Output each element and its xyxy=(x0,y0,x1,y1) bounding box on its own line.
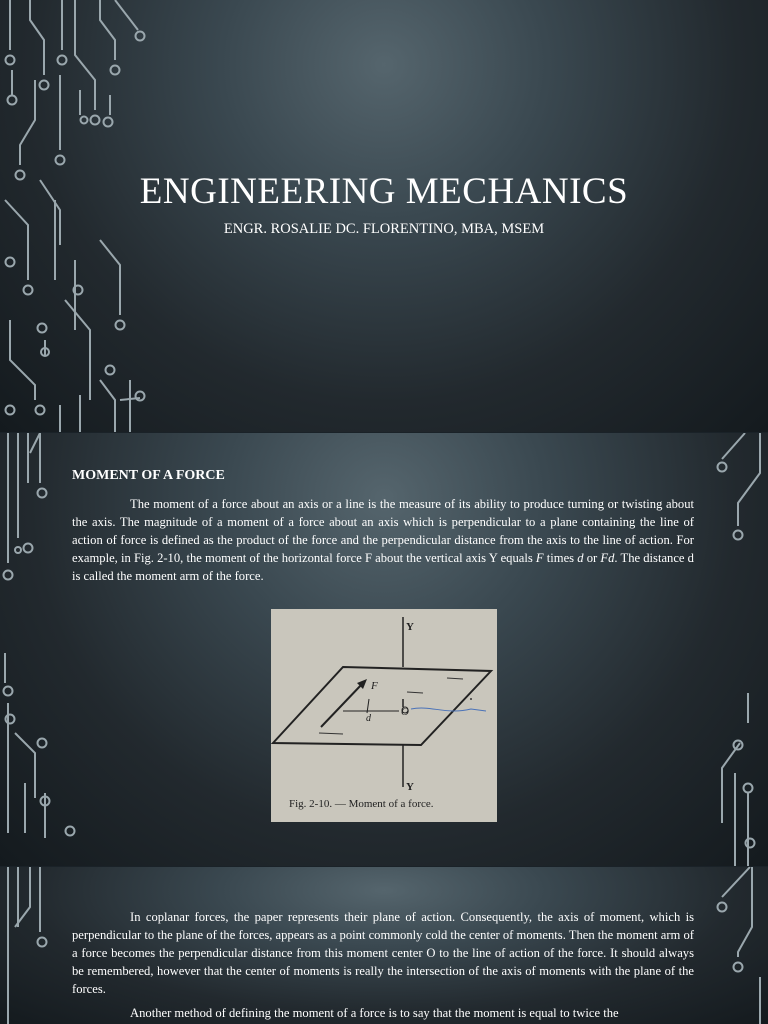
force-label: F xyxy=(371,680,378,692)
moment-of-force-slide xyxy=(0,433,768,866)
paragraph-text-end: . The distance d is called the moment arm of the force. xyxy=(72,551,694,583)
distance-label: d xyxy=(366,713,371,724)
axis-label-top: Y xyxy=(406,621,414,633)
slide-subtitle: ENGR. ROSALIE DC. FLORENTINO, MBA, MSEM xyxy=(223,221,545,237)
circuit-decoration-left xyxy=(0,0,768,432)
body-paragraph-1: In coplanar forces, the paper represents their plane of action. Consequently, the axis of moment, which is perpendicular to the plane of the forces, appears as a point commonly cold the center of moments. Then the moment arm of a force becomes the perpendicular distance from this moment center O to the line of action of the force. It should always be remembered, however that the center of moments is really the intersection of the axis of moments with the plane of the forces. xyxy=(72,910,694,996)
force-symbol: F xyxy=(535,551,544,565)
body-paragraph xyxy=(72,495,694,585)
moment-diagram xyxy=(271,609,497,822)
distance-symbol: d xyxy=(577,551,584,565)
text-times: times xyxy=(543,551,578,565)
center-label: O xyxy=(401,706,409,718)
body-paragraph-2: Another method of defining the moment of a force is to say that the moment is equal to twice the xyxy=(130,1006,619,1020)
figure-caption: Fig. 2-10. — Moment of a force. xyxy=(289,798,434,810)
paragraph-text-start: The moment of a force about an axis or a line is the measure of its ability to produce turning or twisting about the axis. The magnitude of a moment of a force about an axis which is perpendicular to a plane containing the line of action of force is defined as the product of the force and the perpendicular distance from the axis to the line of action. For example, in Fig. 2-10, the moment of the horizontal force F about the vertical axis Y equals xyxy=(72,497,694,565)
text-or: or xyxy=(583,551,601,565)
moment-symbol: Fd xyxy=(600,551,615,565)
moment-diagram-figure xyxy=(271,609,497,822)
axis-label-bottom: Y xyxy=(406,781,414,793)
slide-title: ENGINEERING MECHANICS xyxy=(139,171,629,212)
coplanar-forces-slide xyxy=(0,867,768,1024)
section-heading: MOMENT OF A FORCE xyxy=(72,468,225,483)
title-slide xyxy=(0,0,768,432)
